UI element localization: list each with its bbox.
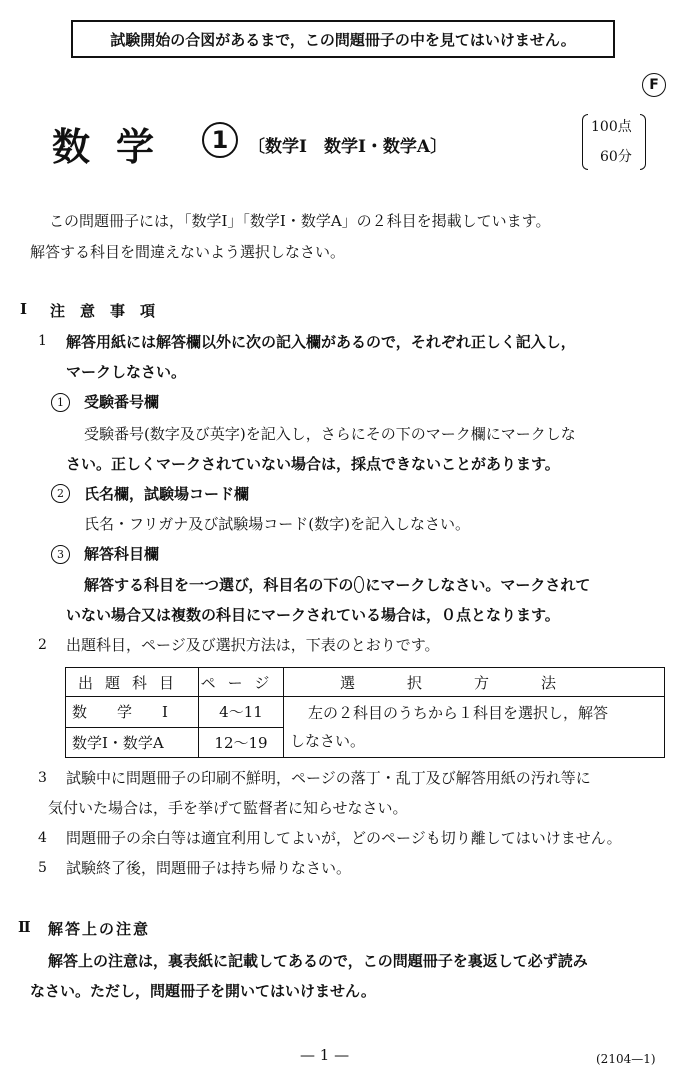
intro-line-2: 解答する科目を間違えないよう選択しなさい。: [30, 243, 346, 261]
table-row: [66, 697, 665, 728]
time-limit: 60分: [600, 149, 632, 165]
item1-line-2: マークしなさい。: [66, 363, 187, 381]
subject-table: [65, 667, 665, 758]
table-cell-subject: 数 学 Ⅰ: [66, 697, 199, 728]
item3-line-2: 気付いた場合は，手を挙げて監督者に知らせなさい。: [48, 799, 408, 817]
item4-text: 問題冊子の余白等は適宜利用してよいが，どのページも切り離してはいけません。: [66, 829, 622, 847]
table-header: 出題科目: [66, 668, 199, 697]
page-title: 数学: [52, 124, 181, 169]
item3-line-1: 試験中に問題冊子の印刷不鮮明，ページの落丁・乱丁及び解答用紙の汚れ等に: [66, 769, 591, 787]
table-header: 選択方法: [284, 668, 665, 697]
table-cell-method: [284, 697, 665, 758]
warning-text: 試験開始の合図があるまで，この問題冊子の中を見てはいけません。: [110, 30, 576, 49]
sub1-title: 受験番号欄: [84, 393, 160, 411]
points-time-block: [582, 114, 650, 172]
item1-line-1: 解答用紙には解答欄以外に次の記入欄があるので，それぞれ正しく記入し，: [66, 333, 576, 351]
sub1-line-2: さい。正しくマークされていない場合は，採点できないことがあります。: [66, 455, 560, 473]
sub3-line-1b: にマークしなさい。マークされて: [365, 576, 591, 594]
sub1-line-1: 受験番号(数字及び英字)を記入し，さらにその下のマーク欄にマークしな: [84, 425, 576, 443]
section1-title: 注意事項: [50, 302, 171, 320]
section1-number: Ⅰ: [20, 300, 28, 318]
warning-box: [71, 20, 615, 58]
mark-oval-icon: [354, 576, 364, 593]
section2-line-2: なさい。ただし，問題冊子を開いてはいけません。: [30, 982, 376, 1000]
item5-text: 試験終了後，問題冊子は持ち帰りなさい。: [66, 859, 352, 877]
item5-number: 5: [38, 860, 47, 876]
table-cell-subject: 数学Ⅰ・数学A: [66, 727, 199, 758]
table-cell-pages: 4〜11: [199, 697, 284, 728]
circled-number-1: 1: [51, 393, 70, 412]
table-cell-pages: 12〜19: [199, 727, 284, 758]
total-points: 100点: [591, 119, 632, 135]
sub3-line-1a: 解答する科目を一つ選び，科目名の下の: [84, 576, 354, 594]
title-number-badge: 1: [202, 122, 238, 158]
sub3-line-2: いない場合又は複数の科目にマークされている場合は，０点となります。: [66, 606, 560, 624]
method-line-1: 左の２科目のうちから１科目を選択し，解答: [308, 704, 609, 722]
page-number: — 1 —: [300, 1046, 350, 1064]
item3-number: 3: [38, 770, 47, 786]
sub3-title: 解答科目欄: [84, 545, 160, 563]
section2-title: 解答上の注意: [48, 920, 151, 938]
left-paren-icon: [582, 114, 588, 170]
circled-number-3: 3: [51, 545, 70, 564]
sub3-line-1: [84, 574, 590, 595]
table-header: ページ: [199, 668, 284, 697]
sub2-title: 氏名欄，試験場コード欄: [84, 485, 250, 503]
item1-number: 1: [38, 333, 47, 349]
section2-line-1: 解答上の注意は，裏表紙に記載してあるので，この問題冊子を裏返して必ず読み: [48, 952, 588, 970]
item2-number: 2: [38, 637, 47, 653]
circled-number-2: 2: [51, 484, 70, 503]
sub2-line-1: 氏名・フリガナ及び試験場コード(数字)を記入しなさい。: [84, 515, 470, 533]
item4-number: 4: [38, 830, 47, 846]
table-header-row: [66, 668, 665, 697]
subjects-heading: 〔数学Ⅰ 数学Ⅰ・数学A〕: [248, 137, 448, 157]
right-paren-icon: [640, 114, 646, 170]
intro-line-1: この問題冊子には，「数学Ⅰ」「数学Ⅰ・数学A」の２科目を掲載しています。: [49, 212, 551, 230]
item2-text: 出題科目，ページ及び選択方法は，下表のとおりです。: [66, 636, 440, 654]
section2-number: Ⅱ: [18, 918, 31, 936]
version-badge: F: [642, 73, 666, 97]
page-code: (2104—1): [596, 1052, 656, 1066]
method-line-2: しなさい。: [290, 732, 366, 750]
